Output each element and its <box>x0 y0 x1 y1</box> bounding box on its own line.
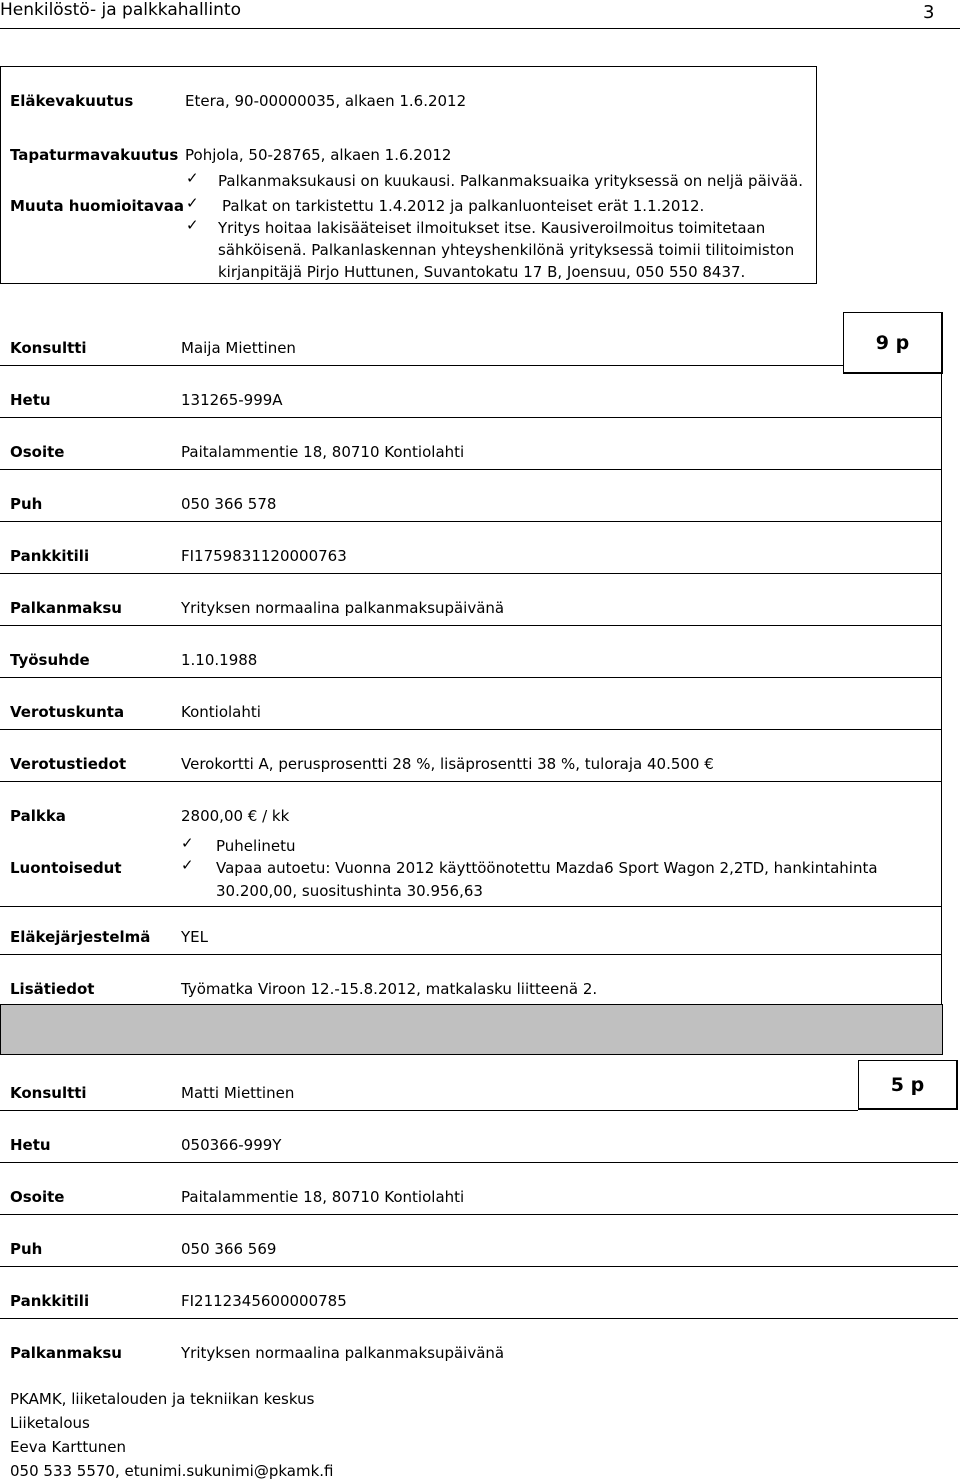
footer-department: Liiketalous <box>10 1414 90 1432</box>
tax-municipality-label: Verotuskunta <box>10 703 125 721</box>
note-item-continuation: sähköisenä. Palkanlaskennan yhteyshenkilönä yrityksessä toimii tilitoimiston <box>218 241 795 259</box>
tax-municipality-value: Kontiolahti <box>181 703 261 721</box>
row-divider <box>0 573 942 574</box>
checkmark-icon: ✓ <box>186 194 199 212</box>
consultant-label: Konsultti <box>10 1084 87 1102</box>
row-divider <box>0 1266 958 1267</box>
row-divider <box>0 1110 858 1111</box>
note-item: Palkanmaksukausi on kuukausi. Palkanmaksuaika yrityksessä on neljä päivää. <box>218 172 803 190</box>
phone-value: 050 366 569 <box>181 1240 277 1258</box>
page-number: 3 <box>923 2 935 23</box>
row-divider <box>0 625 942 626</box>
accident-insurance-value: Pohjola, 50-28765, alkaen 1.6.2012 <box>185 146 452 164</box>
row-divider <box>0 954 942 955</box>
salary-value: 2800,00 € / kk <box>181 807 290 825</box>
points-value: 5 p <box>890 1073 925 1096</box>
row-divider <box>0 469 942 470</box>
additional-info-label: Lisätiedot <box>10 980 95 998</box>
note-item-continuation: kirjanpitäjä Pirjo Huttunen, Suvantokatu 17 B, Joensuu, 050 550 8437. <box>218 263 746 281</box>
salary-label: Palkka <box>10 807 66 825</box>
note-item: Yritys hoitaa lakisääteiset ilmoitukset itse. Kausiveroilmoitus toimitetaan <box>218 219 766 237</box>
payday-value: Yrityksen normaalina palkanmaksupäivänä <box>181 1344 505 1362</box>
row-divider <box>0 365 843 366</box>
address-label: Osoite <box>10 1188 65 1206</box>
points-badge <box>858 1060 958 1110</box>
row-divider <box>0 1162 958 1163</box>
pension-insurance-label: Eläkevakuutus <box>10 92 134 110</box>
checkmark-icon: ✓ <box>181 856 194 874</box>
row-divider <box>0 521 942 522</box>
payday-value: Yrityksen normaalina palkanmaksupäivänä <box>181 599 505 617</box>
employment-label: Työsuhde <box>10 651 90 669</box>
pension-plan-value: YEL <box>181 928 208 946</box>
footer-organization: PKAMK, liiketalouden ja tekniikan keskus <box>10 1390 315 1408</box>
row-divider <box>0 906 942 907</box>
ssn-value: 050366-999Y <box>181 1136 282 1154</box>
phone-label: Puh <box>10 495 43 513</box>
row-divider <box>0 417 942 418</box>
accident-insurance-label: Tapaturmavakuutus <box>10 146 179 164</box>
row-divider <box>0 781 942 782</box>
consultant-label: Konsultti <box>10 339 87 357</box>
points-value: 9 p <box>875 331 910 354</box>
row-divider <box>0 729 942 730</box>
consultant-name: Maija Miettinen <box>181 339 296 357</box>
address-label: Osoite <box>10 443 65 461</box>
note-item: Palkat on tarkistettu 1.4.2012 ja palkanluonteiset erät 1.1.2012. <box>222 197 705 215</box>
points-badge <box>843 312 943 374</box>
tax-info-value: Verokortti A, perusprosentti 28 %, lisäprosentti 38 %, tuloraja 40.500 € <box>181 755 714 773</box>
bank-account-label: Pankkitili <box>10 1292 90 1310</box>
ssn-value: 131265-999A <box>181 391 283 409</box>
benefit-item: Puhelinetu <box>216 837 296 855</box>
checkmark-icon: ✓ <box>186 169 199 187</box>
header-rule <box>0 28 960 29</box>
benefit-item: Vapaa autoetu: Vuonna 2012 käyttöönotettu Mazda6 Sport Wagon 2,2TD, hankintahinta <box>216 859 878 877</box>
checkmark-icon: ✓ <box>186 216 199 234</box>
phone-label: Puh <box>10 1240 43 1258</box>
benefit-item-continuation: 30.200,00, suositushinta 30.956,63 <box>216 882 483 900</box>
tax-info-label: Verotustiedot <box>10 755 127 773</box>
pension-insurance-value: Etera, 90-00000035, alkaen 1.6.2012 <box>185 92 467 110</box>
checkmark-icon: ✓ <box>181 834 194 852</box>
footer-contact: 050 533 5570, etunimi.sukunimi@pkamk.fi <box>10 1462 334 1480</box>
payday-label: Palkanmaksu <box>10 1344 122 1362</box>
pension-plan-label: Eläkejärjestelmä <box>10 928 151 946</box>
employment-value: 1.10.1988 <box>181 651 258 669</box>
other-notes-label: Muuta huomioitavaa <box>10 197 184 215</box>
address-value: Paitalammentie 18, 80710 Kontiolahti <box>181 443 465 461</box>
benefits-label: Luontoisedut <box>10 859 122 877</box>
address-value: Paitalammentie 18, 80710 Kontiolahti <box>181 1188 465 1206</box>
bank-account-value: FI1759831120000763 <box>181 547 347 565</box>
additional-info-value: Työmatka Viroon 12.-15.8.2012, matkalasku liitteenä 2. <box>181 980 598 998</box>
document-header-title: Henkilöstö- ja palkkahallinto <box>0 0 241 20</box>
row-divider <box>0 1214 958 1215</box>
row-divider <box>0 1318 958 1319</box>
phone-value: 050 366 578 <box>181 495 277 513</box>
footer-author: Eeva Karttunen <box>10 1438 126 1456</box>
consultant-name: Matti Miettinen <box>181 1084 295 1102</box>
ssn-label: Hetu <box>10 1136 51 1154</box>
bank-account-value: FI2112345600000785 <box>181 1292 347 1310</box>
bank-account-label: Pankkitili <box>10 547 90 565</box>
ssn-label: Hetu <box>10 391 51 409</box>
section-separator <box>0 1004 943 1055</box>
row-divider <box>0 677 942 678</box>
payday-label: Palkanmaksu <box>10 599 122 617</box>
